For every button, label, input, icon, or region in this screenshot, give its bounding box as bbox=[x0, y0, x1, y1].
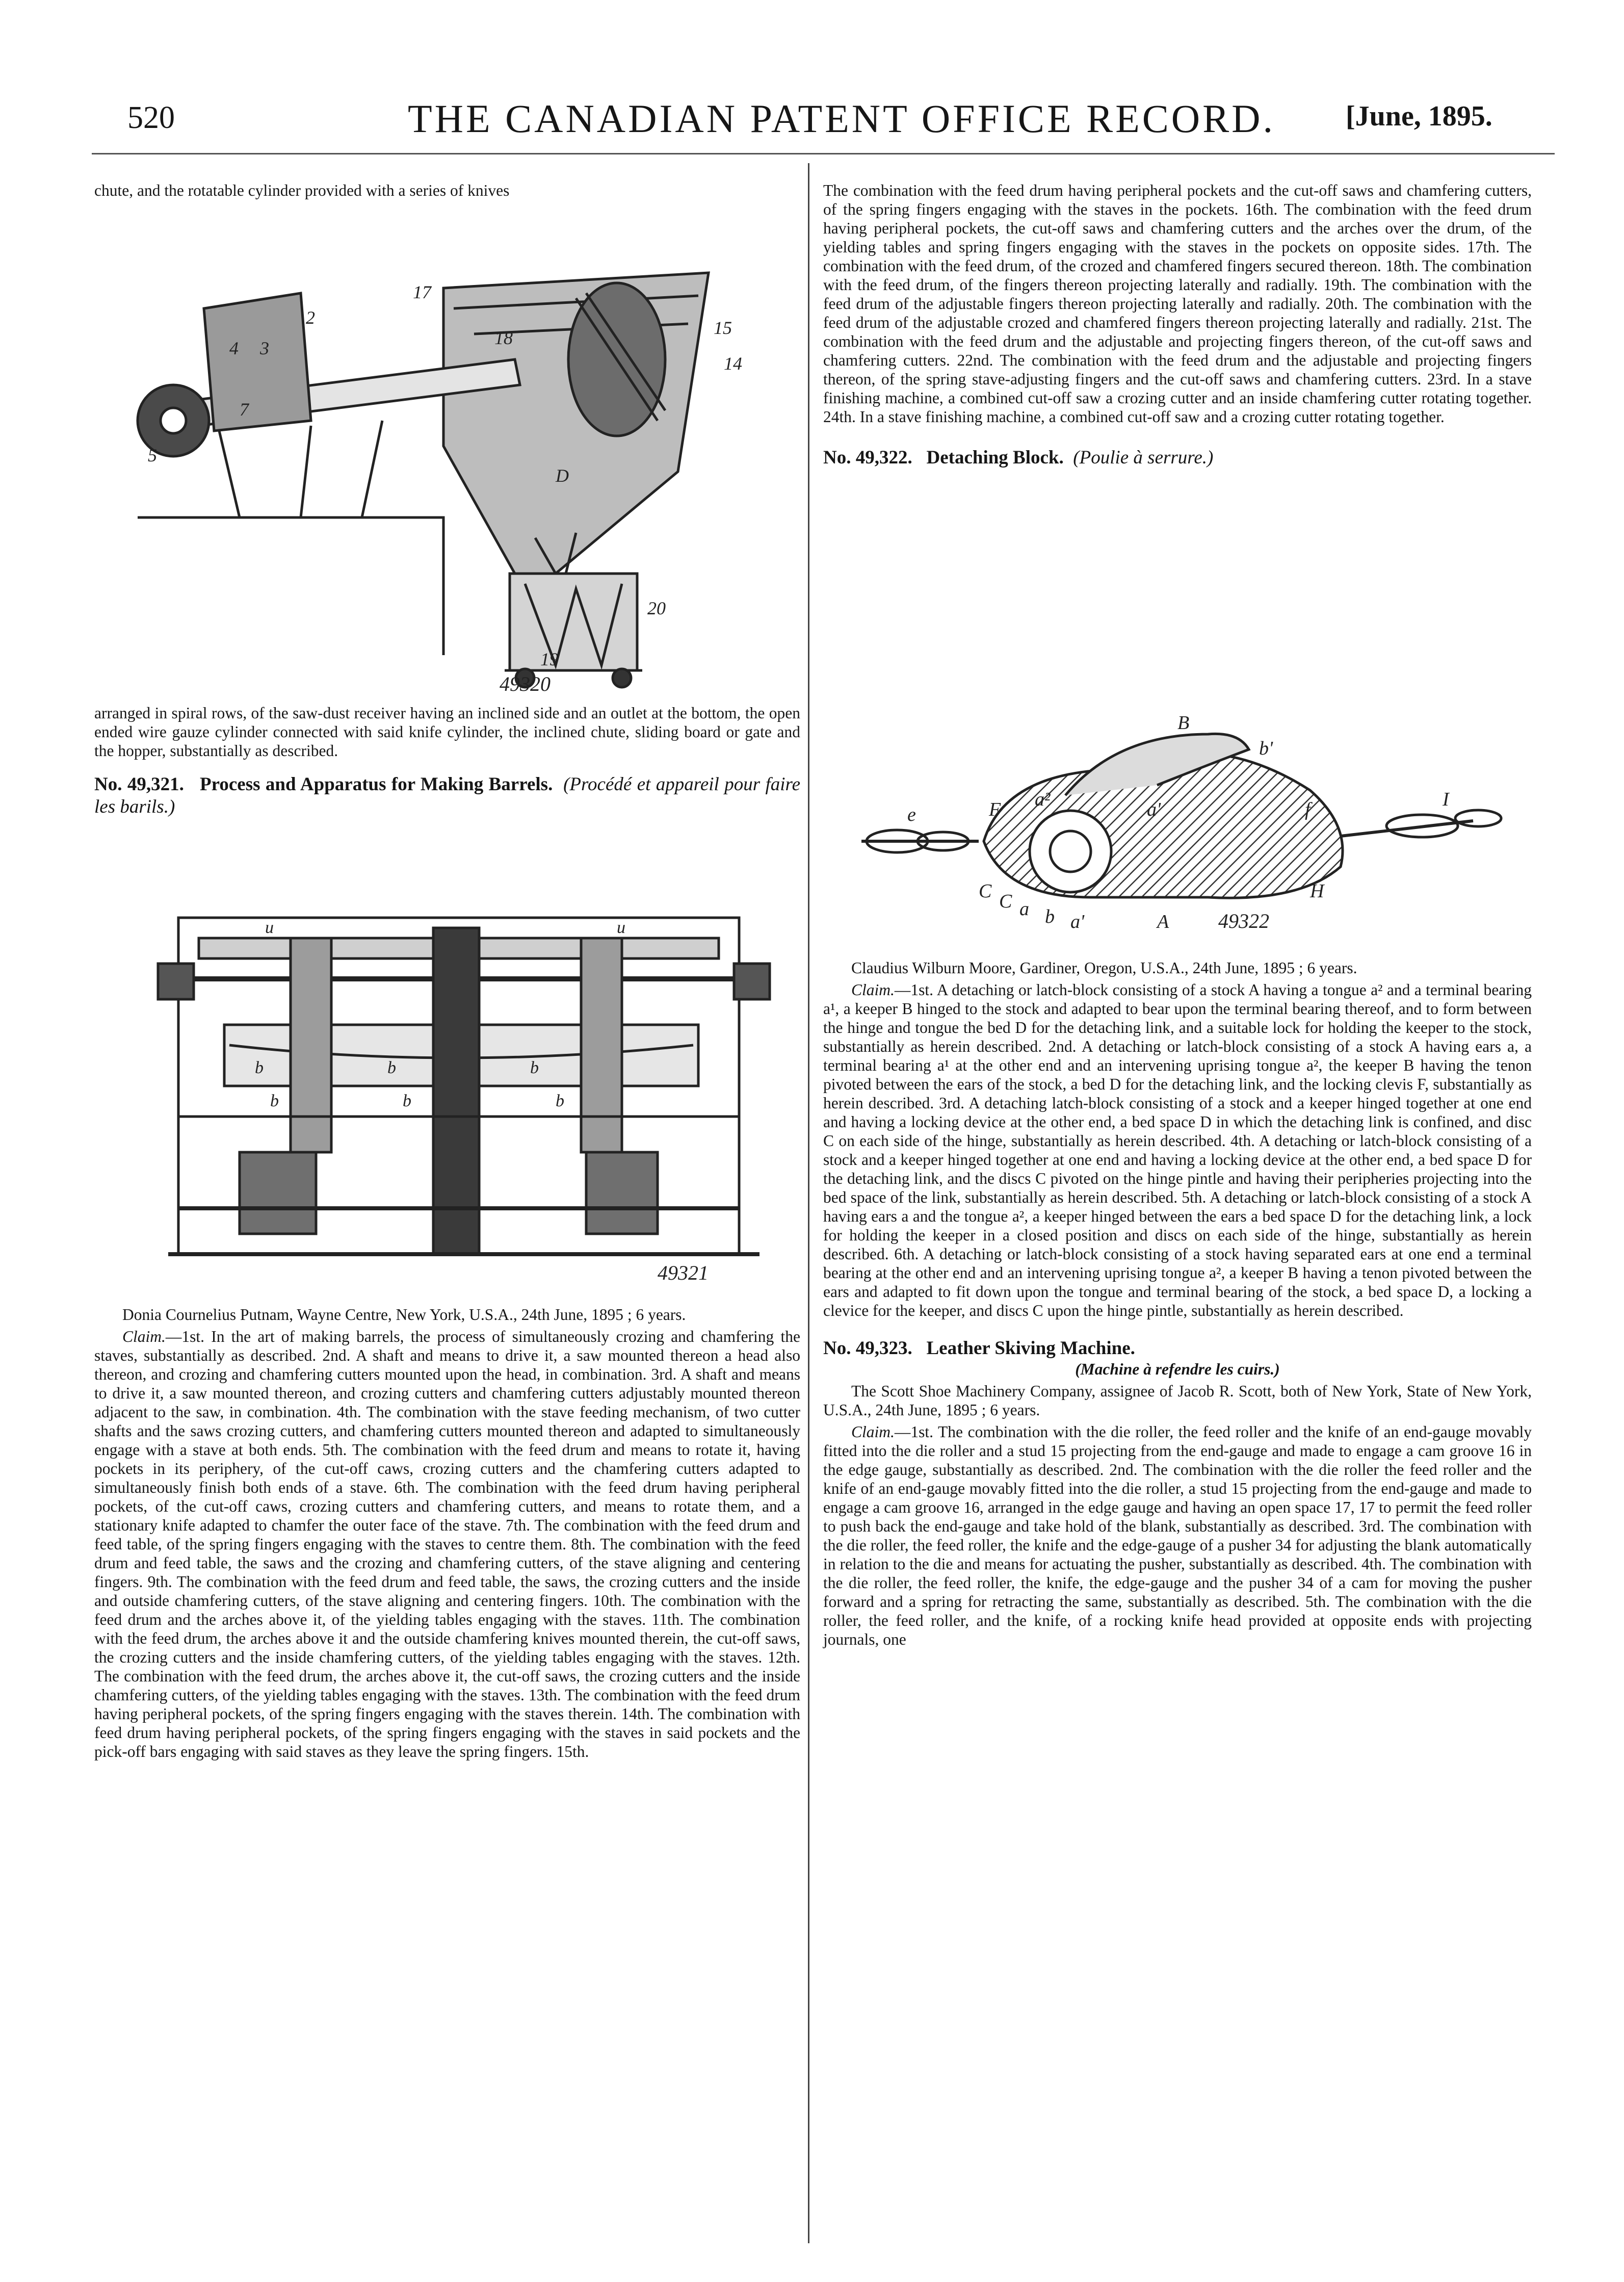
right-column-top bbox=[823, 181, 1532, 469]
continuation-text: arranged in spiral rows, of the saw-dust receiver having an inclined side and an outlet at the bottom, the open ended wire gauze cylinder connected with said knife cylinder, the inclined chute, sliding board or gate and the hopper, substantially as described. bbox=[94, 704, 800, 760]
right-column-bottom bbox=[823, 958, 1532, 1649]
patent-49323-french-title: (Machine à refendre les cuirs.) bbox=[1075, 1360, 1280, 1378]
fig-label: 7 bbox=[240, 399, 249, 420]
patent-49322-inventor: Claudius Wilburn Moore, Gardiner, Oregon, U.S.A., 24th June, 1895 ; 6 years. bbox=[851, 959, 1357, 977]
journal-title: THE CANADIAN PATENT OFFICE RECORD. bbox=[408, 96, 1275, 141]
claim-text: —1st. In the art of making barrels, the process of simultaneously crozing and chamfering the staves, substantially as described. 2nd. A shaft and means to drive it, a saw mounted thereon a head also thereon, and crozing and chamfering cutters mounted upon the head, in combination. 3rd. A shaft and means to drive it, a saw mounted thereon, and crozing cutters and chamfering cutters adjustably mounted thereon adjacent to the saw, in combination. 4th. The combination with the stave feeding mechanism, of two cutter shafts and the saws crozing cutters, and chamfering cutters mounted thereon and adapted to simultaneously engage with a stave at both ends. 5th. The combination with the feed drum and means to rotate it, having pockets in its periphery, of the cut-off caws, crozing cutters and the chamfering cutters adapted to simultaneously finish both ends of a stave. 6th. The combination with the feed drum having peripheral pockets, of the cut-off caws, crozing cutters and chamfering cutters, and means to rotate them, and a stationary knife adapted to chamfer the outer face of the stave. 7th. The combination with the feed drum and feed table, of the spring fingers engaging with the staves to centre them. 8th. The combination with the feed drum and feed table, the saws and the crozing and chamfering cutters, of the stave aligning and centering fingers. 9th. The combination with the feed drum and feed table, the saws, the crozing cutters and the inside and outside chamfering cutters, of the stave aligning and centering fingers. 10th. The combination with the feed drum and the arches above it, of the yielding tables engaging with the staves. 11th. The combination with the feed drum, the arches above it and the outside chamfering knives mounted therein, the cut-off saws, the crozing cutters and the inside chamfering cutters, of the yielding tables engaging with the staves. 12th. The combination with the feed drum, the arches above it, the cut-off saws, the crozing cutters and the inside chamfering cutters, of the yielding tables engaging with the staves. 13th. The combination with the feed drum having peripheral pockets, of the spring fingers engaging with the staves therein. 14th. The combination with feed drum having peripheral pockets, of the spring fingers engaging with the staves in said pockets and the pick-off bars engaging with said staves as they leave the spring fingers. 15th. bbox=[94, 1328, 800, 1760]
patent-french-title: (Procédé et appareil pour faire les barils.) bbox=[94, 774, 800, 817]
fig-label: u bbox=[617, 918, 625, 937]
patent-number: No. 49,321. bbox=[94, 774, 184, 795]
patent-49322-claims bbox=[823, 980, 1532, 1320]
header-rule bbox=[92, 153, 1555, 154]
claim-text: —1st. A detaching or latch-block consisting of a stock A having a tongue a² and a terminal bearing a¹, a keeper B hinged to the stock and adapted to bear upon the terminal bearing thereof, and to form between the hinge and tongue the bed D for the detaching link, and a suitable lock for holding the keeper to the stock, substantially as herein described. 2nd. A detaching or latch-block consisting of a stock A having ears a, a terminal bearing a¹ at the other end and an intervening uprising tongue a², the keeper B having the tenon pivoted between the ears of the stock, a bed D for the detaching link, and the locking clevis F, substantially as herein described. 3rd. A detaching latch-block consisting of a stock and a keeper hinged together at one end and having a locking device at the other end, a bed space D in which the detaching link is confined, and disc C on each side of the hinge, substantially as herein described. 4th. A detaching or latch-block consisting of a stock and a keeper hinged together at one end and having a locking device at the other end, a bed space D for the detaching link, and the discs C pivoted on the hinge pintle and having their peripheries projecting into the bed space of the link, substantially as herein described. 5th. A detaching or latch-block consisting of a stock A having ears a and the tongue a², a keeper hinged between the ears a bed space D for the detaching link, a lock for holding the keeper in a closed position and discs on each side of the hinge, substantially as herein described. 6th. A detaching or latch-block consisting of a stock having separated ears at one end a terminal bearing at the other end and an intervening uprising tongue a², a keeper B having a tenon pivoted between the ears and adapted to fit down upon the tongue and terminal bearing of the stock, a bed space D, a locking a clevice for the keeper, and discs C upon the hinge pintle, substantially as herein described. bbox=[823, 981, 1532, 1319]
left-column bbox=[94, 704, 800, 818]
patent-french-title: (Poulie à serrure.) bbox=[1073, 447, 1214, 468]
patent-title: Process and Apparatus for Making Barrels. bbox=[200, 774, 553, 795]
figure-number: 49321 bbox=[658, 1261, 709, 1284]
fig-label: F bbox=[989, 799, 1001, 820]
page-header bbox=[0, 0, 1624, 168]
fig-label: b bbox=[530, 1058, 539, 1077]
page-number: 520 bbox=[127, 100, 175, 135]
patent-title: Detaching Block. bbox=[926, 447, 1064, 468]
patent-number: No. 49,323. bbox=[823, 1338, 912, 1359]
fig-label: 3 bbox=[260, 338, 269, 358]
fig-label: I bbox=[1443, 789, 1449, 810]
fig-label: u bbox=[265, 918, 274, 937]
fig-label: C bbox=[979, 880, 992, 902]
fig-label: a' bbox=[1070, 911, 1085, 932]
fig-label: 4 bbox=[229, 338, 239, 358]
fig-label: a' bbox=[1147, 799, 1161, 820]
fig-label: b bbox=[403, 1092, 411, 1110]
fig-label: B bbox=[1177, 714, 1190, 734]
fig-label: 5 bbox=[148, 445, 157, 465]
claim-label: Claim. bbox=[122, 1328, 166, 1345]
figure-49320-drawing bbox=[138, 273, 709, 687]
patent-49322-heading bbox=[823, 447, 1532, 469]
fig-label: 15 bbox=[714, 318, 732, 338]
fig-label: f bbox=[1305, 799, 1311, 820]
left-column-claims bbox=[94, 1305, 800, 1761]
figure-49321 bbox=[148, 897, 780, 1285]
fig-label: b bbox=[1045, 906, 1055, 927]
patent-number: No. 49,322. bbox=[823, 447, 912, 468]
fig-label: D bbox=[556, 465, 569, 486]
claim-label: Claim. bbox=[851, 981, 895, 999]
figure-49320 bbox=[117, 206, 790, 696]
patent-49321-inventor: Donia Cournelius Putnam, Wayne Centre, New York, U.S.A., 24th June, 1895 ; 6 years. bbox=[122, 1306, 686, 1324]
fig-label: 18 bbox=[494, 328, 513, 348]
fig-label: b bbox=[387, 1058, 396, 1077]
issue-date: [June, 1895. bbox=[1346, 100, 1492, 132]
continuation-text: The combination with the feed drum having peripheral pockets and the cut-off saws and chamfering cutters, of the spring fingers engaging with the staves in the pockets. 16th. The combination with the feed drum having peripheral pockets, the cut-off saws and chamfering cutters and the arches over the drum, of the yielding tables and spring fingers engaging with the staves in the pockets on opposite sides. 17th. The combination with the feed drum, of the crozed and chamfered fingers secured thereon. 18th. The combination with the feed drum, of the fingers thereon projecting laterally and radially. 19th. The combination with the feed drum of the adjustable fingers thereon projecting laterally and radially. 20th. The combination with the feed drum of the adjustable crozed and chamfered fingers thereon projecting laterally and radially. 21st. The combination with the feed drum and the adjustable and projecting fingers thereon, of the cut-off saws and chamfering cutters. 22nd. The combination with the feed drum and the adjustable and projecting fingers thereon, of the spring stave-adjusting fingers and the cut-off saws and chamfering cutters. 23rd. In a stave finishing machine, a combined cut-off saw a crozing cutter and an inside chamfering cutter rotating together. 24th. In a stave finishing machine, a combined cut-off saw and a crozing cutter rotating together. bbox=[823, 181, 1532, 426]
fig-label: 20 bbox=[647, 598, 666, 618]
continuation-text: chute, and the rotatable cylinder provided with a series of knives bbox=[94, 181, 510, 199]
fig-label: b bbox=[270, 1092, 279, 1110]
fig-label: 19 bbox=[540, 649, 559, 669]
fig-label: e bbox=[907, 804, 916, 825]
patent-title: Leather Skiving Machine. bbox=[926, 1338, 1135, 1359]
patent-49323-claims bbox=[823, 1422, 1532, 1649]
figure-49322 bbox=[851, 714, 1509, 948]
fig-label: H bbox=[1310, 880, 1324, 902]
fig-label: C bbox=[999, 891, 1012, 912]
figure-number: 49322 bbox=[1218, 910, 1269, 932]
fig-label: b bbox=[556, 1092, 564, 1110]
fig-label: a bbox=[1019, 898, 1029, 920]
figure-49321-drawing bbox=[158, 918, 770, 1254]
patent-49323-inventor: The Scott Shoe Machinery Company, assignee of Jacob R. Scott, both of New York, State of New York, U.S.A., 24th June, 1895 ; 6 years. bbox=[823, 1382, 1532, 1419]
claim-text: —1st. The combination with the die roller, the feed roller and the knife of an end-gauge movably fitted into the die roller and a stud 15 projecting from the end-gauge and made to engage a cam groove 16 in the edge gauge, substantially as described. 2nd. The combination with the die roller the feed roller and the knife of an end-gauge movably fitted into the die roller, a stud 15 projecting from the end-gauge and made to engage a cam groove 16, arranged in the edge gauge and having an open space 17, 17 to permit the feed roller to push back the end-gauge and take hold of the blank, substantially as described. 3rd. The combination with the die roller, the feed roller, the knife and the edge-gauge of a pusher 34 for adjusting the blank automatically in relation to the die and means for actuating the pusher, substantially as described. 4th. The combination with the die roller, the feed roller, the knife, the edge-gauge and the pusher 34 of a cam for moving the pusher forward and a spring for retracting the same, substantially as described. 5th. The combination with the die roller, the feed roller, and the knife, of a rocking knife head provided at opposite ends with projecting journals, one bbox=[823, 1423, 1532, 1648]
fig-label: 2 bbox=[306, 307, 315, 328]
claim-label: Claim. bbox=[851, 1423, 895, 1441]
figure-number: 49320 bbox=[500, 672, 551, 695]
fig-label: b' bbox=[1259, 738, 1273, 759]
left-top-fragment bbox=[94, 181, 800, 200]
patent-49321-claims bbox=[94, 1327, 800, 1761]
column-divider bbox=[808, 163, 809, 2243]
figure-49322-drawing bbox=[861, 734, 1501, 898]
fig-label: 17 bbox=[413, 282, 431, 302]
patent-49323-heading bbox=[823, 1337, 1532, 1360]
fig-label: a² bbox=[1035, 789, 1051, 810]
fig-label: b bbox=[255, 1058, 264, 1077]
fig-label: 14 bbox=[724, 353, 742, 374]
fig-label: A bbox=[1157, 911, 1169, 932]
patent-49321-heading bbox=[94, 773, 800, 818]
